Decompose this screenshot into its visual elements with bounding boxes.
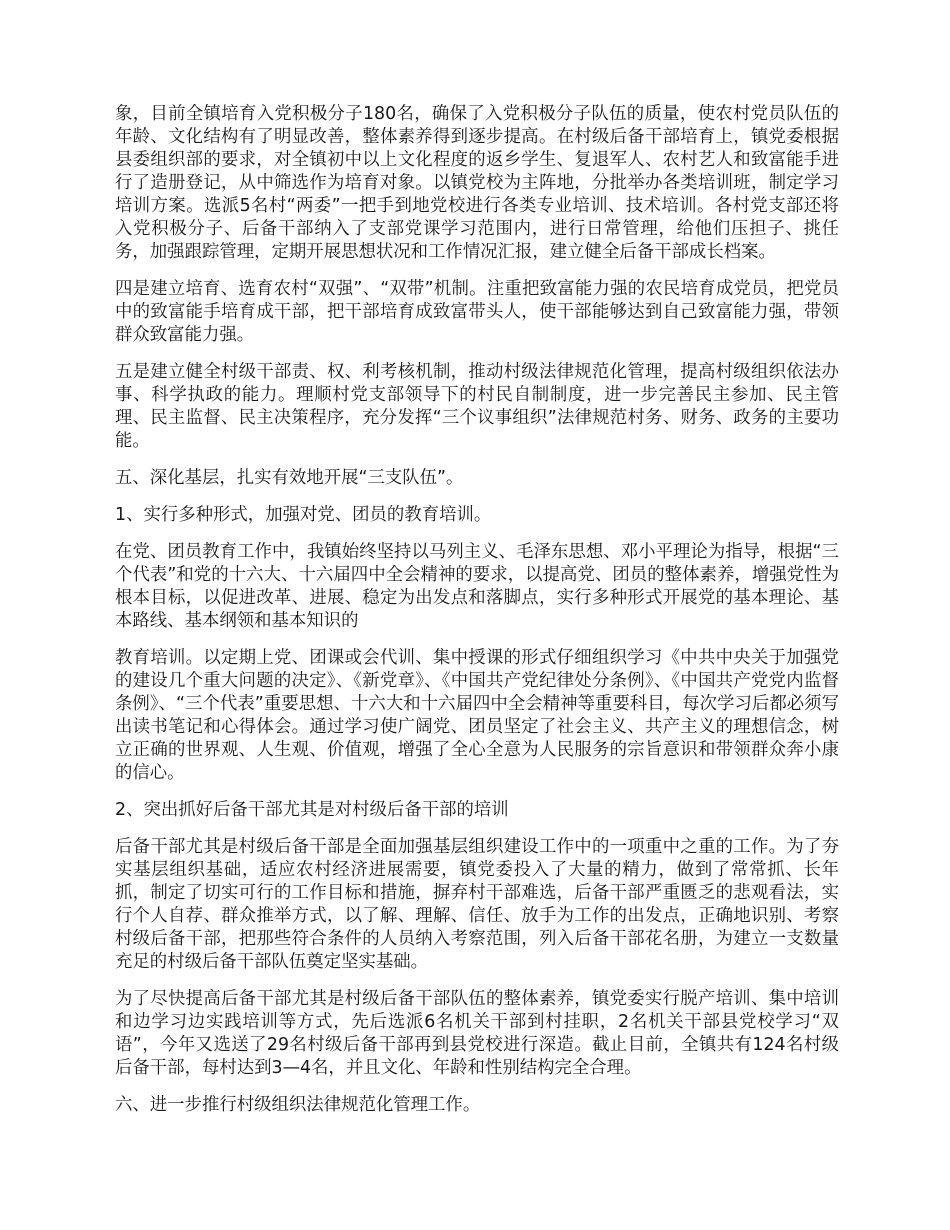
- paragraph-double-strong-mechanism: 四是建立培育、选育农村“双强”、“双带”机制。注重把致富能力强的农民培育成党员，把党员中的致富能手培育成干部，把干部培育成致富带头人，使干部能够达到自己致富能力强，带领群众致富能力强。: [115, 279, 839, 345]
- paragraph-reserve-cadre-training: 象，目前全镇培育入党积极分子180名，确保了入党积极分子队伍的质量，使农村党员队伍的年龄、文化结构有了明显改善，整体素养得到逐步提高。在村级后备干部培育上，镇党委根据县委组织部的要求，对全镇初中以上文化程度的返乡学生、复退军人、农村艺人和致富能手进行了造册登记，从中筛选作为培育对象。以镇党校为主阵地，分批举办各类培训班，制定学习培训方案。选派5名村“两委”一把手到地党校进行各类专业培训、技术培训。各村党支部还将入党积极分子、后备干部纳入了支部党课学习范围内，进行日常管理，给他们压担子、挑任务，加强跟踪管理，定期开展思想状况和工作情况汇报，建立健全后备干部成长档案。: [115, 104, 839, 262]
- subheading-two: 2、突出抓好后备干部尤其是对村级后备干部的培训: [115, 800, 509, 820]
- section-heading-five: 五、深化基层，扎实有效地开展“三支队伍”。: [115, 468, 464, 488]
- paragraph-education-training: 教育培训。以定期上党、团课或会代训、集中授课的形式仔细组织学习《中共中央关于加强党的建设几个重大问题的决定》、《新党章》、《中国共产党纪律处分条例》、《中国共产党党内监督条例》、“三个代表”重要思想、十六大和十六届四中全会精神等重要科目，每次学习后都必须写出读书笔记和心得体会。通过学习使广阔党、团员坚定了社会主义、共产主义的理想信念，树立正确的世界观、人生观、价值观，增强了全心全意为人民服务的宗旨意识和带领群众奔小康的信心。: [115, 648, 839, 783]
- paragraph-reserve-cadre-importance: 后备干部尤其是村级后备干部是全面加强基层组织建设工作中的一项重中之重的工作。为了夯实基层组织基础，适应农村经济进展需要，镇党委投入了大量的精力，做到了常常抓、长年抓，制定了切实可行的工作目标和措施，摒弃村干部难选，后备干部严重匮乏的悲观看法，实行个人自荐、群众推举方式，以了解、理解、信任、放手为工作的出发点，正确地识别、考察村级后备干部，把那些符合条件的人员纳入考察范围，列入后备干部花名册，为建立一支数量充足的村级后备干部队伍奠定坚实基础。: [115, 837, 839, 972]
- paragraph-assessment-mechanism: 五是建立健全村级干部责、权、利考核机制，推动村级法律规范化管理，提高村级组织依法办事、科学执政的能力。理顺村党支部领导下的村民自制制度，进一步完善民主参加、民主管理、民主监督、民主决策程序，充分发挥“三个议事组织”法律规范村务、财务、政务的主要功能。: [115, 362, 839, 451]
- subheading-one: 1、实行多种形式，加强对党、团员的教育培训。: [115, 505, 492, 525]
- paragraph-reserve-cadre-quality: 为了尽快提高后备干部尤其是村级后备干部队伍的整体素养，镇党委实行脱产培训、集中培训和边学习边实践培训等方式，先后选派6名机关干部到村挂职，2名机关干部县党校学习“双语”，今年又选送了29名村级后备干部再到县党校进行深造。截止目前，全镇共有124名村级后备干部，每村达到3—4名，并且文化、年龄和性别结构完全合理。: [115, 989, 839, 1078]
- document-body: [115, 103, 839, 1131]
- paragraph-member-education: 在党、团员教育工作中，我镇始终坚持以马列主义、毛泽东思想、邓小平理论为指导，根据“三个代表”和党的十六大、十六届四中全会精神的要求，以提高党、团员的整体素养，增强党性为根本目标，以促进改革、进展、稳定为出发点和落脚点，实行多种形式开展党的基本理论、基本路线、基本纲领和基本知识的: [115, 542, 839, 631]
- section-heading-six: 六、进一步推行村级组织法律规范化管理工作。: [115, 1095, 481, 1115]
